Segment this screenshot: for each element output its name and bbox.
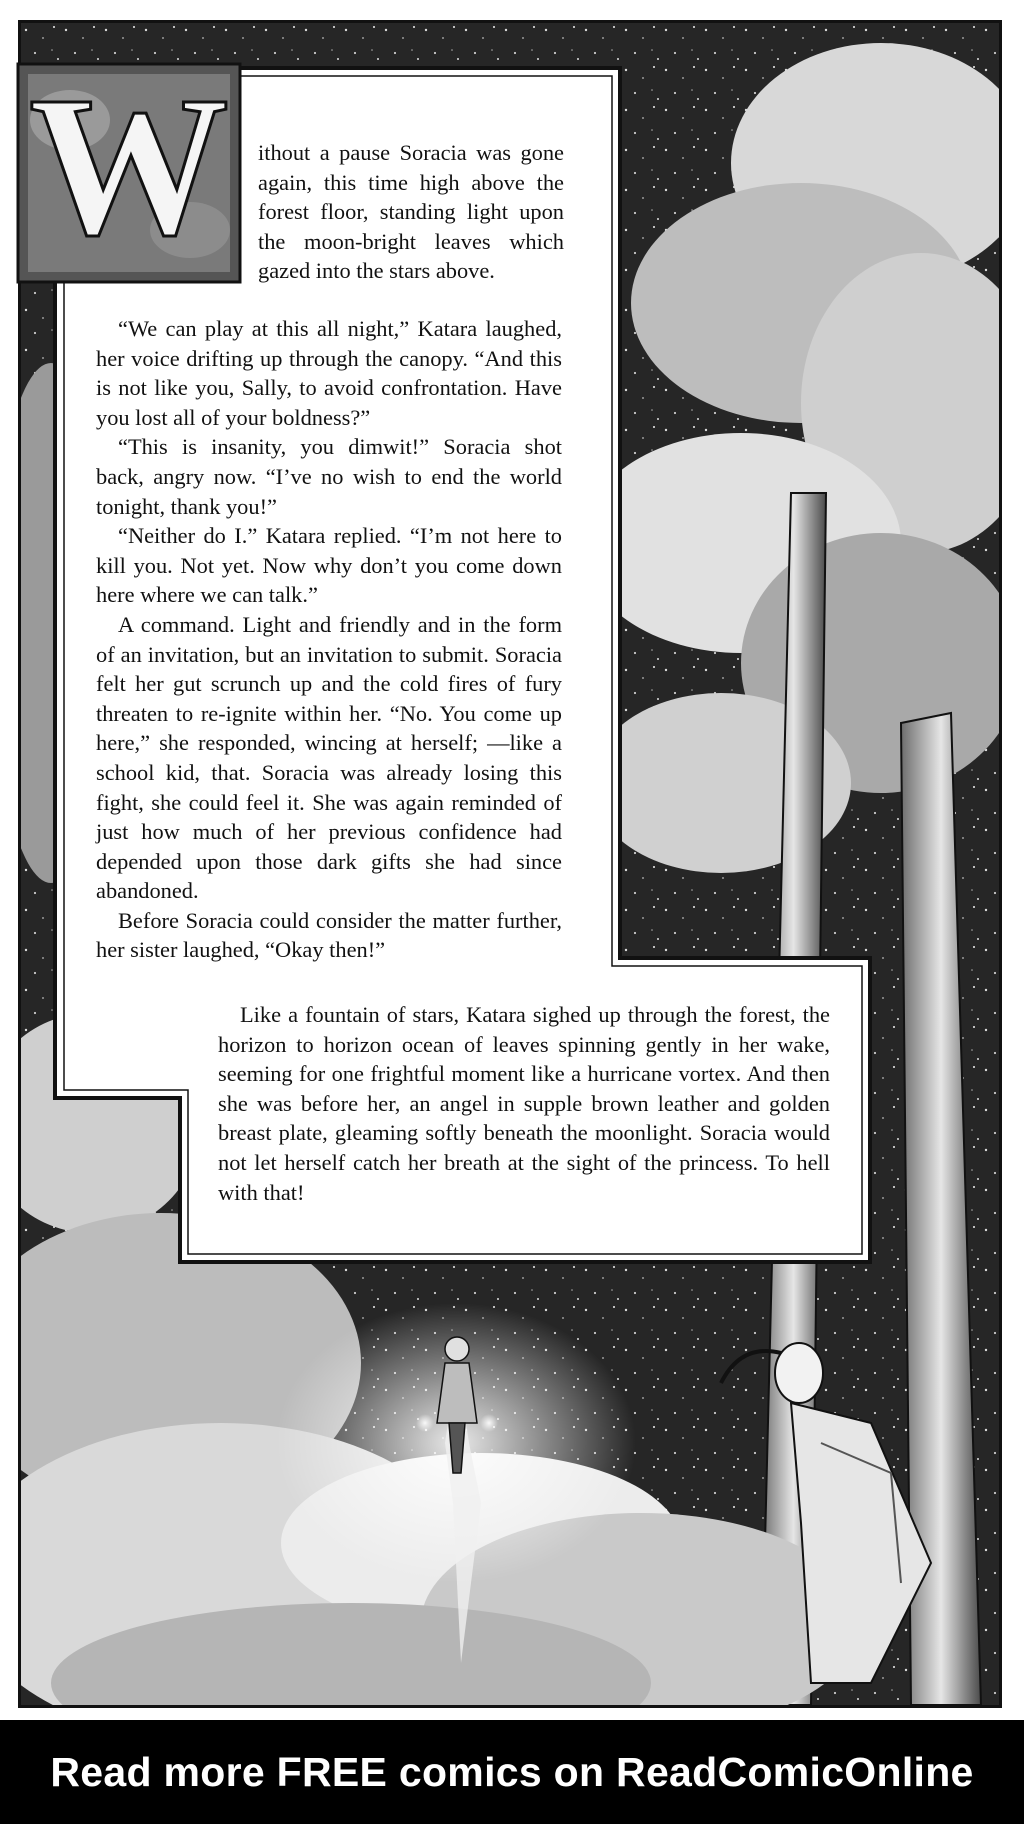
paragraph: Before Soracia could consider the matter further, her sister laughed, “Okay then!” xyxy=(96,907,562,963)
paragraph: “We can play at this all night,” Katara laughed, her voice drifting up through the canopy. “And this is not like you, Sally, to avoid confrontation. Have you lost all of your boldness?” xyxy=(96,316,562,430)
drop-cap-letter: W xyxy=(29,56,229,277)
paragraph: Like a fountain of stars, Katara sighed up through the forest, the horizon to horizon ocean of leaves spinning gently in her wake, seeming for one frightful moment like a hurricane vortex. And then she was before her, an angel in supple brown leather and golden breast plate, gleaming softly beneath the moonlight. Soracia would not let herself catch her breath at the sight of the princess. To hell with that! xyxy=(218,1002,830,1205)
paragraph: “This is insanity, you dimwit!” Soracia shot back, angry now. “I’ve no wish to end the world tonight, thank you!” xyxy=(96,434,562,519)
paragraph: A command. Light and friendly and in the form of an invitation, but an invitation to submit. Soracia felt her gut scrunch up and the cold fires of fury threaten to re-ignite within her. “No. You come up here,” she responded, wincing at herself; —like a school kid, that. Soracia was already losing this fight, she could feel it. She was again reminded of just how much of her previous confidence had depended upon those dark gifts she had since abandoned. xyxy=(96,611,562,904)
upper-text-block xyxy=(96,314,562,965)
lower-text-block xyxy=(218,1000,830,1207)
promo-banner-text[interactable]: Read more FREE comics on ReadComicOnline xyxy=(50,1748,974,1795)
lead-paragraph: ithout a pause Soracia was gone again, this time high above the forest floor, standing light upon the moon-bright leaves which gazed into the stars above. xyxy=(258,140,564,284)
promo-banner[interactable] xyxy=(0,1720,1024,1824)
paragraph: “Neither do I.” Katara replied. “I’m not here to kill you. Not yet. Now why don’t you come down here where we can talk.” xyxy=(96,523,562,608)
